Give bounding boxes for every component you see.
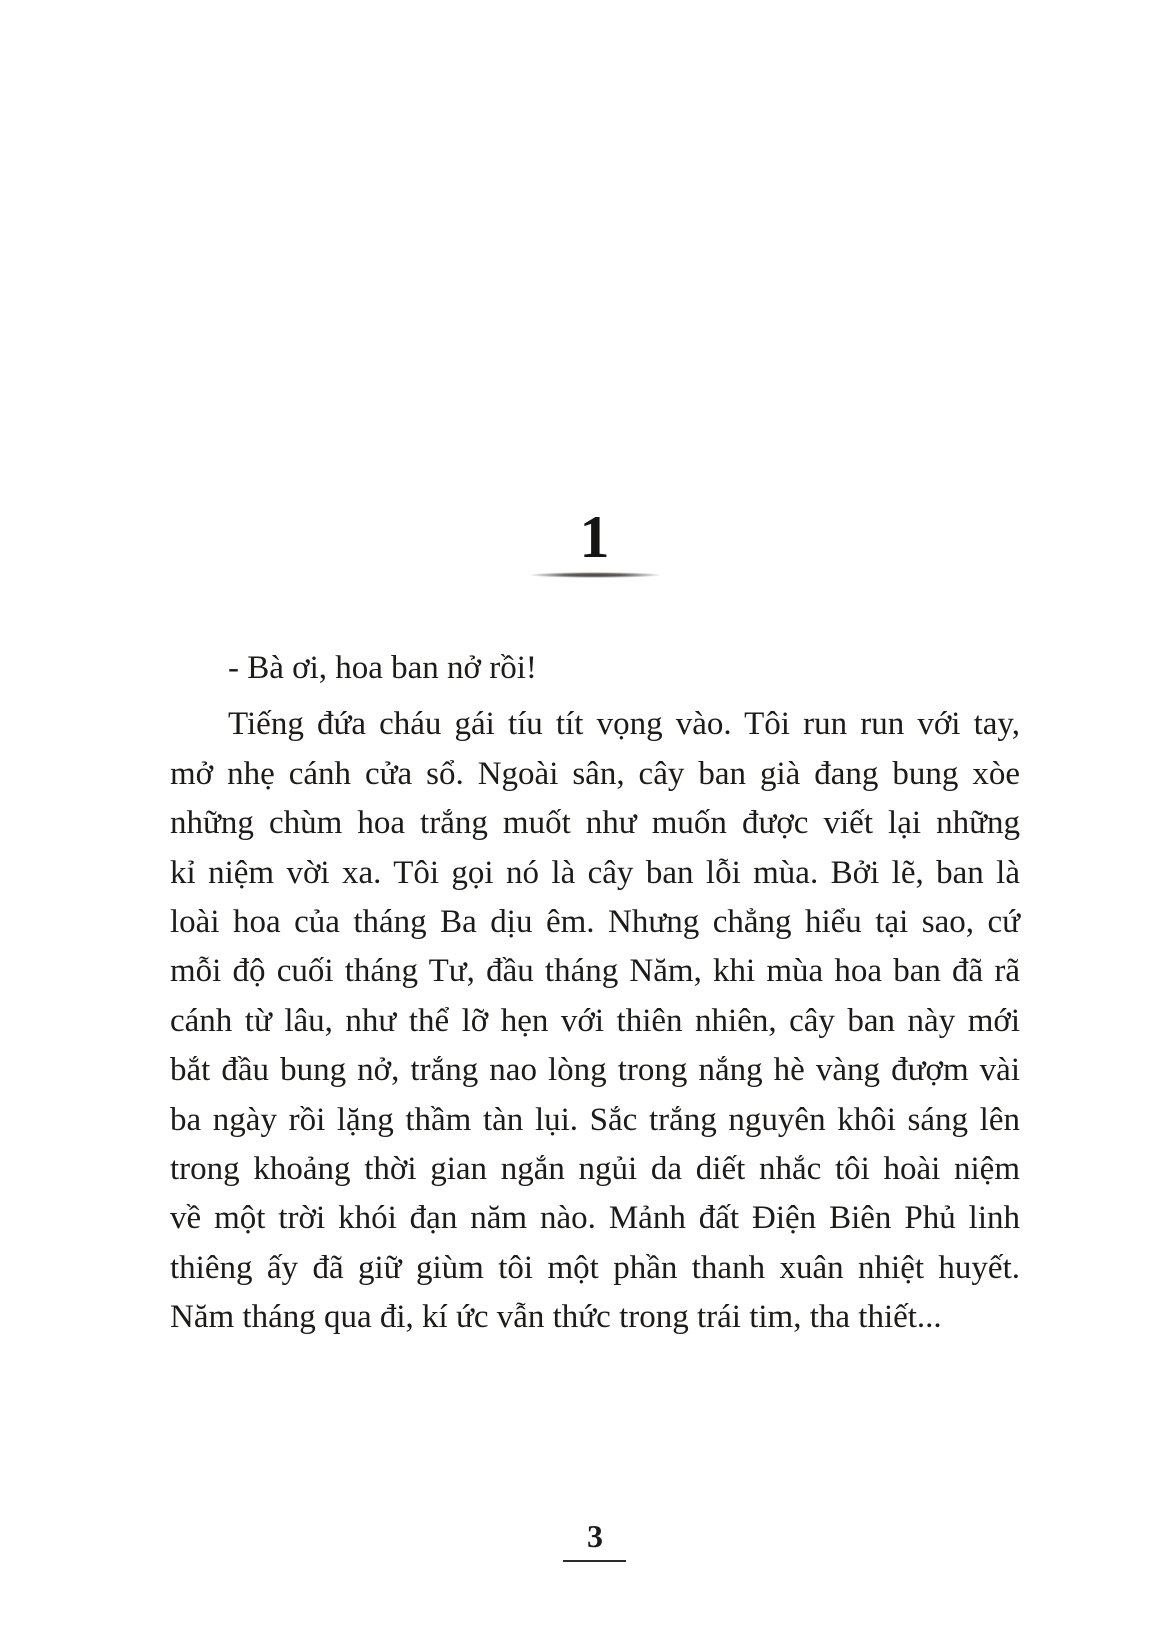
text-line: ba ngày rồi lặng thầm tàn lụi. Sắc trắng nguyên khôi sáng lên xyxy=(170,1101,1020,1138)
text-line: kỉ niệm vời xa. Tôi gọi nó là cây ban lỗi mùa. Bởi lẽ, ban là xyxy=(170,854,1020,891)
text-line: về một trời khói đạn năm nào. Mảnh đất Điện Biên Phủ linh xyxy=(170,1200,1020,1237)
chapter-number: 1 xyxy=(579,504,611,570)
body-text xyxy=(170,644,1020,1343)
chapter-divider-line xyxy=(528,572,662,578)
text-line: cánh từ lâu, như thể lỡ hẹn với thiên nhiên, cây ban này mới xyxy=(170,1002,1020,1039)
text-line: Năm tháng qua đi, kí ức vẫn thức trong trái tim, tha thiết... xyxy=(170,1299,942,1336)
text-line: mở nhẹ cánh cửa sổ. Ngoài sân, cây ban già đang bung xòe xyxy=(170,755,1020,792)
text-line: thiêng ấy đã giữ giùm tôi một phần thanh xuân nhiệt huyết. xyxy=(170,1249,1020,1286)
text-line: những chùm hoa trắng muốt như muốn được viết lại những xyxy=(170,805,1020,842)
text-line: bắt đầu bung nở, trắng nao lòng trong nắng hè vàng đượm vài xyxy=(170,1052,1020,1089)
page-number-rule xyxy=(563,1560,626,1562)
page-number: 3 xyxy=(587,1518,603,1554)
text-line: trong khoảng thời gian ngắn ngủi da diết nhắc tôi hoài niệm xyxy=(170,1151,1020,1188)
text-line: Tiếng đứa cháu gái tíu tít vọng vào. Tôi run run với tay, xyxy=(228,706,1020,743)
text-line: loài hoa của tháng Ba dịu êm. Nhưng chẳng hiểu tại sao, cứ xyxy=(170,904,1020,941)
text-line: mỗi độ cuối tháng Tư, đầu tháng Năm, khi mùa hoa ban đã rã xyxy=(170,953,1020,990)
dialogue-line: - Bà ơi, hoa ban nở rồi! xyxy=(228,650,537,686)
